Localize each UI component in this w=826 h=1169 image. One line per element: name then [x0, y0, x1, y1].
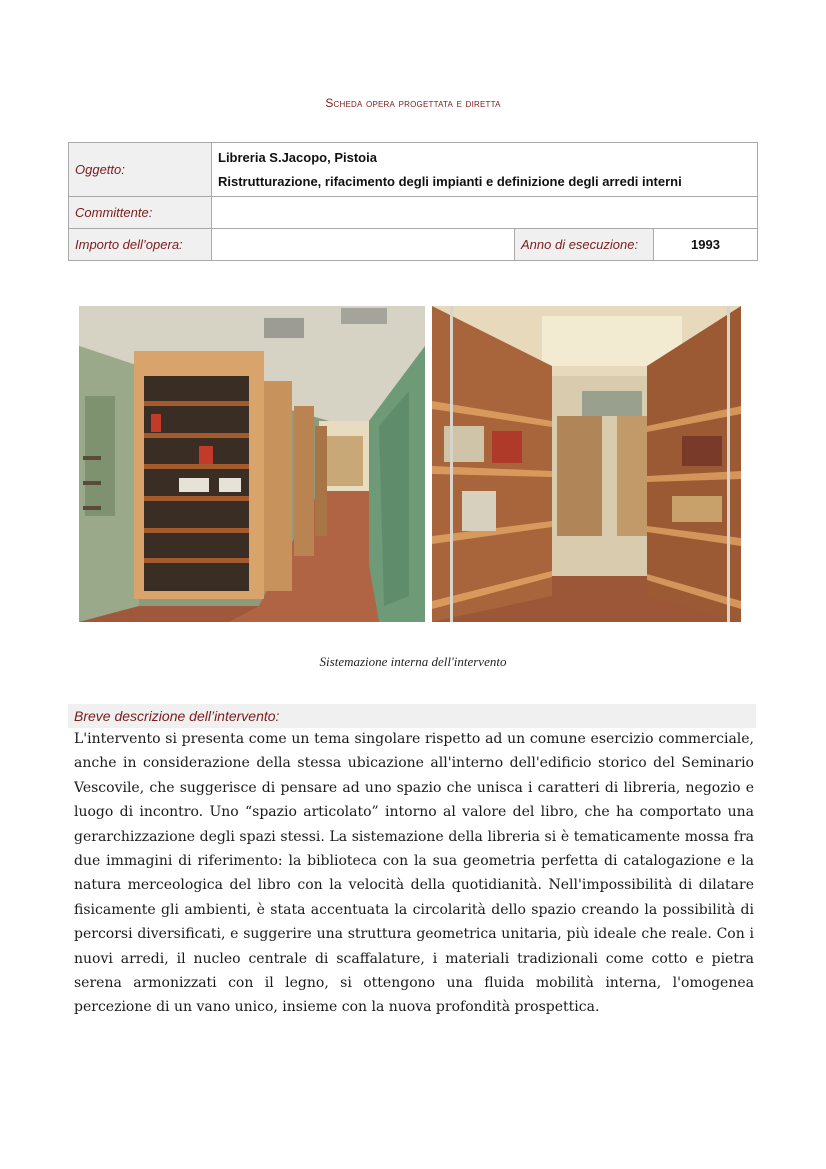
- oggetto-value: [212, 143, 758, 197]
- anno-label: Anno di esecuzione:: [515, 229, 654, 261]
- description-title: Breve descrizione dell’intervento:: [68, 704, 756, 728]
- photo-caption: Sistemazione interna dell'intervento: [319, 654, 507, 669]
- oggetto-label: Oggetto:: [69, 143, 212, 197]
- interior-photo-shelves: [432, 306, 741, 622]
- page-heading: Scheda opera progettata e diretta: [325, 96, 501, 110]
- table-row-committente: [69, 197, 758, 229]
- description-body: L'intervento si presenta come un tema singolare rispetto ad un comune esercizio commerciale, anche in considerazione della stessa ubicazione all'interno dell'edificio storico del Seminario Vescovile, che suggerisce di pensare ad uno spazio che unisca i caratteri di libreria, negozio e luogo di incontro. Uno “spazio articolato” intorno al valore del libro, che ha comportato una gerarchizzazione degli spazi stessi. La sistemazione della libreria si è tematicamente mossa fra due immagini di riferimento: la biblioteca con la sua geometria perfetta di catalogazione e la natura merceologica del libro con la velocità della quotidianità. Nell'impossibilità di dilatare fisicamente gli ambienti, è stata accentuata la circolarità dello spazio creando la possibilità di percorsi diversificati, e suggerire una struttura geometrica unitaria, più ideale che reale. Con i nuovi arredi, il nucleo centrale di scaffalature, i materiali tradizionali come cotto e pietra serena armonizzati con il legno, si ottengono una fluida mobilità interna, l'omogenea percezione di un vano unico, insieme con la nuova profondità prospettica.: [74, 731, 754, 1016]
- project-info-table: [68, 142, 758, 261]
- table-row-oggetto: [69, 143, 758, 197]
- oggetto-title: Libreria S.Jacopo, Pistoia: [218, 149, 377, 165]
- importo-value: [212, 229, 515, 261]
- oggetto-subtitle: Ristrutturazione, rifacimento degli impianti e definizione degli arredi interni: [218, 173, 682, 189]
- anno-value: 1993: [654, 229, 758, 261]
- importo-label: Importo dell’opera:: [69, 229, 212, 261]
- table-row-importo: [69, 229, 758, 261]
- interior-photo-corridor: [79, 306, 425, 622]
- committente-label: Committente:: [69, 197, 212, 229]
- committente-value: [212, 197, 758, 229]
